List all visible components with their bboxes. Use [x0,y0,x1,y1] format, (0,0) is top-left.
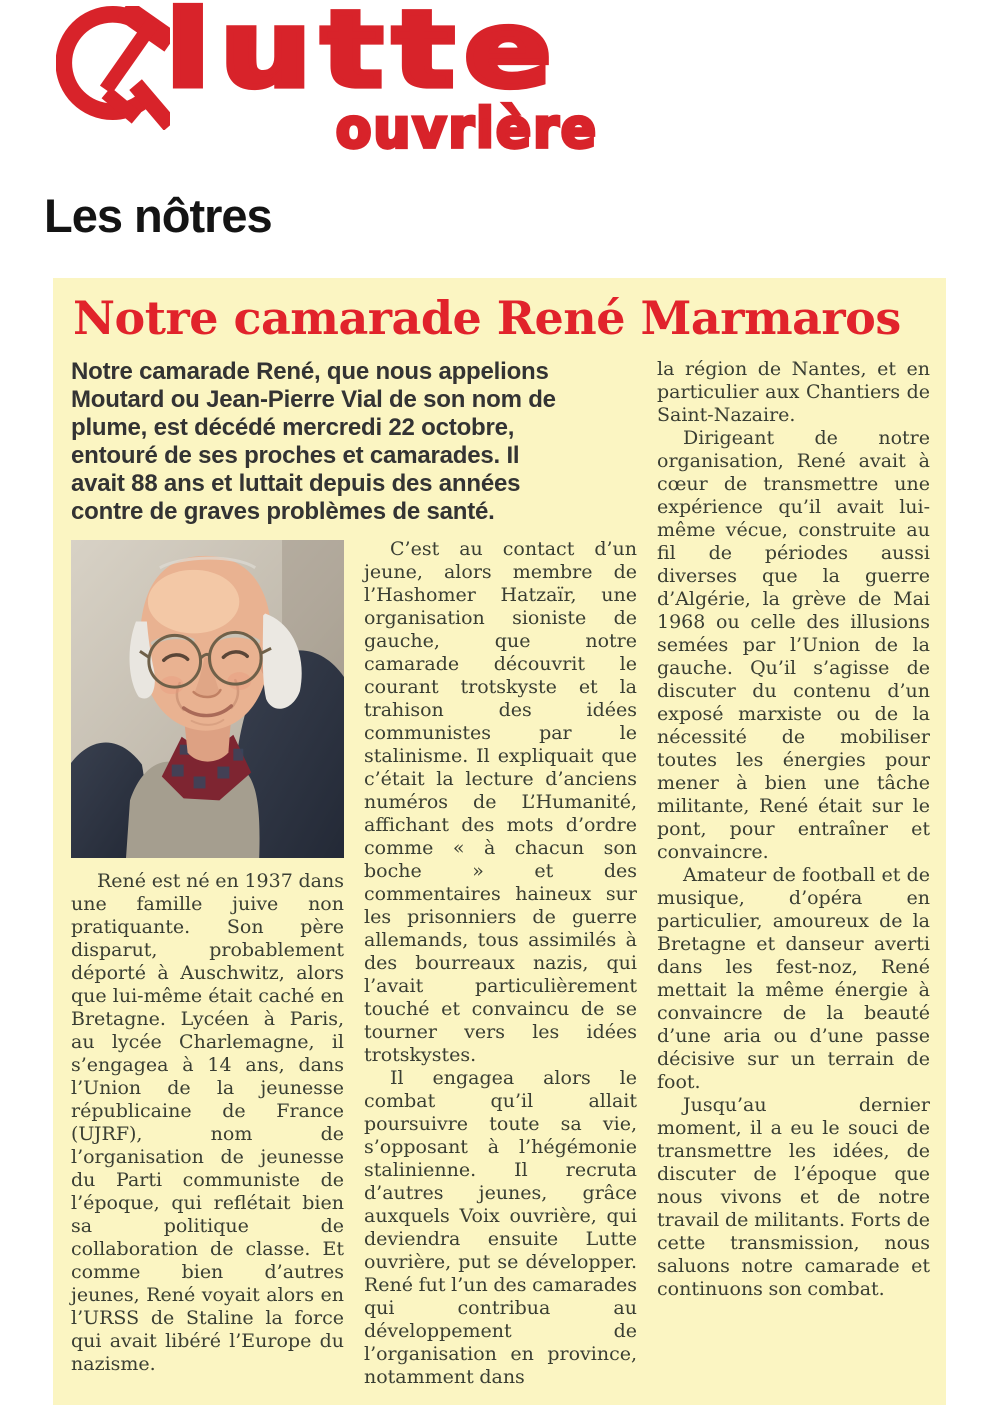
article-intro: Notre camarade René, que nous appelions Moutard ou Jean-Pierre Vial de son nom de plume, est décédé mercredi 22 octobre, entouré de ses proches et camarades. Il avait 88 ans et luttait depuis des années contre de graves problèmes de santé. [71,358,556,525]
article-panel [53,278,946,1405]
article-column-3 [657,358,930,1389]
article-column-2 [364,538,637,1389]
column1-text [71,870,344,1376]
section-title: Les nôtres [44,189,272,242]
portrait-illustration [71,540,344,858]
portrait-photo [71,540,344,858]
paragraph: Jusqu’au dernier moment, il a eu le souci de transmettre les idées, de discuter de l’époque que nous vivons et de notre travail de militants. Forts de cette transmission, nous saluons notre camarade et continuons son combat. [657,1094,930,1300]
paragraph: Dirigeant de notre organisation, René avait à cœur de transmettre une expérience qu’il avait lui-même vécue, construite au fil de périodes aussi diverses que la guerre d’Algérie, la grève de Mai 1968 ou celle des illusions semées par l’Union de la gauche. Qu’il s’agisse de discuter du contenu d’un exposé marxiste ou de la nécessité de mobiliser toutes les énergies pour mener à bien une tâche militante, René était sur le pont, pour entraîner et convaincre. [657,427,930,863]
logo-text-lutte: lutte [166,0,562,111]
logo-text-ouvriere: ouvrière [335,97,598,161]
paragraph: la région de Nantes, et en particulier aux Chantiers de Saint-Nazaire. [657,358,930,426]
article-columns [71,358,930,1389]
hammer-sickle-icon [56,6,170,126]
article-headline: Notre camarade René Marmaros [73,291,901,345]
paragraph: René est né en 1937 dans une famille juive non pratiquante. Son père disparut, probablement déporté à Auschwitz, alors que lui-même était caché en Bretagne. Lycéen à Paris, au lycée Charlemagne, il s’engagea à 14 ans, dans l’Union de la jeunesse républicaine de France (UJRF), nom de l’organisation de jeunesse du Parti communiste de l’époque, qui reflétait bien sa politique de collaboration de classe. Et comme bien d’autres jeunes, René voyait alors en l’URSS de Staline la force qui avait libéré l’Europe du nazisme. [71,870,344,1375]
article-column-1 [71,538,344,1389]
paragraph: C’est au contact d’un jeune, alors membre de l’Hashomer Hatzaïr, une organisation sioniste de gauche, que notre camarade découvrit le courant trotskyste et la trahison des idées communistes par le stalinisme. Il expliquait que c’était la lecture d’anciens numéros de L’Humanité, affichant des mots d’ordre comme « à chacun son boche » et des commentaires haineux sur les prisonniers de guerre allemands, tous assimilés à des bourreaux nazis, qui l’avait particulièrement touché et convaincu de se tourner vers les idées trotskystes. [364,538,637,1066]
paragraph: Il engagea alors le combat qu’il allait poursuivre toute sa vie, s’opposant à l’hégémonie stalinienne. Il recruta d’autres jeunes, grâce auxquels Voix ouvrière, qui deviendra ensuite Lutte ouvrière, put se développer. René fut l’un des camarades qui contribua au développement de l’organisation en province, notamment dans [364,1067,637,1388]
paragraph: Amateur de football et de musique, d’opéra en particulier, amoureux de la Bretagne et danseur averti dans les fest-noz, René mettait la même énergie à convaincre de la beauté d’une aria ou d’une passe décisive sur un terrain de foot. [657,864,930,1093]
